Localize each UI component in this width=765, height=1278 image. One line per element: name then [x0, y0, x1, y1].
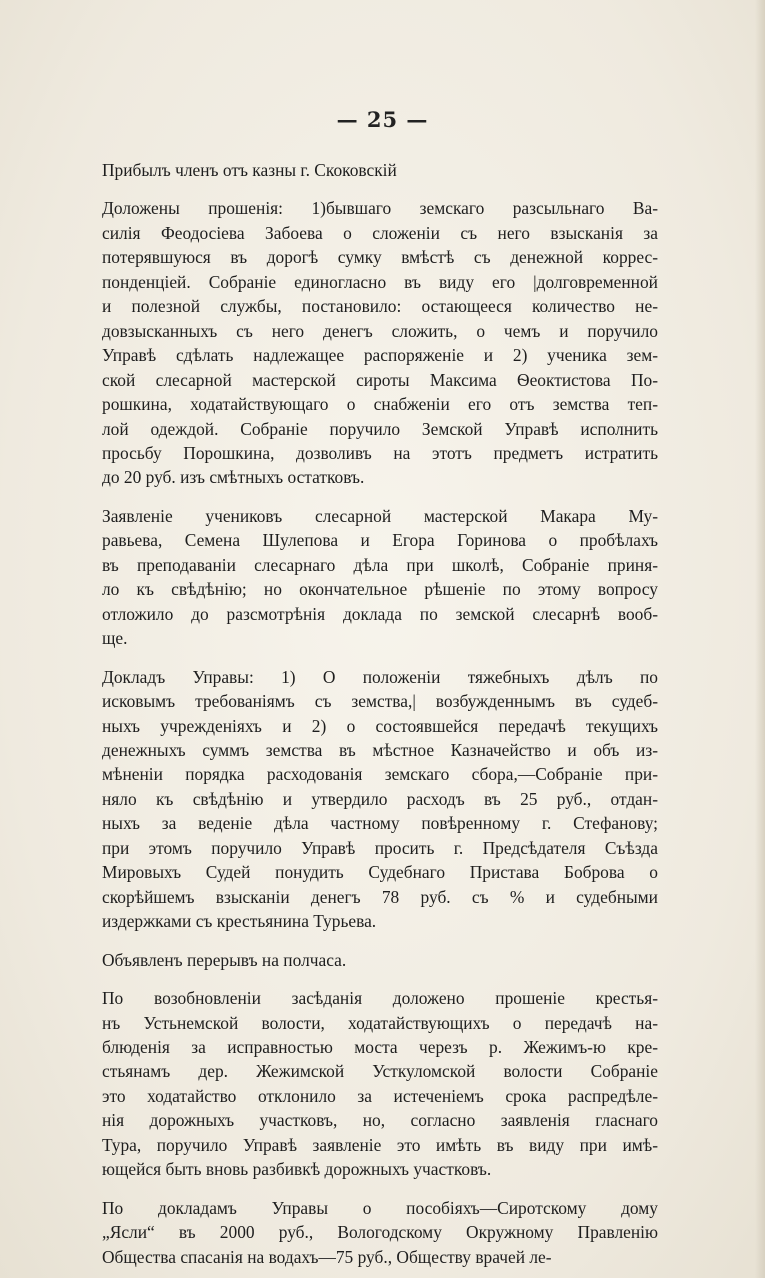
paragraph-gap: [102, 651, 658, 665]
paragraph-gap: [102, 934, 658, 948]
paragraph-gap: [102, 490, 658, 504]
paragraph-gap: [102, 972, 658, 986]
text-line: нъ Устьнемской волости, ходатайствующихъ о передачѣ на-: [102, 1012, 658, 1033]
text-line: равьева, Семена Шулепова и Егора Горинова о пробѣлахъ: [102, 530, 658, 551]
paragraph-gap: [102, 1182, 658, 1196]
text-line: это ходатайство отклонило за истеченіемъ срока распредѣле-: [102, 1085, 658, 1106]
paragraph-gap: [102, 182, 658, 196]
text-line: ще.: [102, 628, 128, 649]
document-body: [102, 158, 658, 1269]
text-line: ющейся быть вновь разбивкѣ дорожныхъ участковъ.: [102, 1159, 492, 1180]
text-line: просьбу Порошкина, дозволивъ на этотъ предметъ истратить: [102, 442, 658, 463]
text-line: По возобновленіи засѣданія доложено прошеніе крестья-: [102, 988, 658, 1009]
text-line: Тура, поручило Управѣ заявленіе это имѣть въ виду при имѣ-: [102, 1134, 658, 1155]
paragraph: [102, 1196, 658, 1269]
text-line: Мировыхъ Судей понудить Судебнаго Пристава Боброва о: [102, 862, 658, 883]
text-line: Заявленіе учениковъ слесарной мастерской Макара Му-: [102, 505, 658, 526]
text-line: стьянамъ дер. Жежимской Усткуломской волости Собраніе: [102, 1061, 658, 1082]
paragraph: [102, 196, 658, 489]
text-line: и полезной службы, постановило: остающееся количество не-: [102, 296, 658, 317]
text-line: лой одеждой. Собраніе поручило Земской Управѣ исполнить: [102, 418, 658, 439]
text-line: Общества спасанія на водахъ—75 руб., Обществу врачей ле-: [102, 1246, 552, 1267]
text-line: издержками съ крестьянина Турьева.: [102, 911, 377, 932]
text-line: мѣненіи порядка расходованія земскаго сбора,—Собраніе при-: [102, 764, 658, 785]
text-line: Управѣ сдѣлать надлежащее распоряженіе и 2) ученика зем-: [102, 345, 658, 366]
text-line: „Ясли“ въ 2000 руб., Вологодскому Окружному Правленію: [102, 1222, 658, 1243]
text-line: исковымъ требованіямъ съ земства,| возбужденнымъ въ судеб-: [102, 691, 658, 712]
text-line: до 20 руб. изъ смѣтныхъ остатковъ.: [102, 467, 365, 488]
text-line: няло къ свѣдѣнію и утвердило расходъ въ 25 руб., отдан-: [102, 788, 658, 809]
text-line: при этомъ поручило Управѣ просить г. Предсѣдателя Съѣзда: [102, 837, 658, 858]
paragraph: [102, 986, 658, 1182]
text-line: ской слесарной мастерской сироты Максима Ѳеоктистова По-: [102, 369, 658, 390]
text-line: рошкина, ходатайствующаго о снабженіи его отъ земства теп-: [102, 394, 658, 415]
page-number: — 25 —: [336, 107, 429, 132]
text-line: блюденія за исправностью моста черезъ р. Жежимъ-ю кре-: [102, 1036, 658, 1057]
text-line: потерявшуюся въ дорогѣ сумку вмѣстѣ съ денежной коррес-: [102, 247, 658, 268]
text-line: понденціей. Собраніе единогласно въ виду его |долговременной: [102, 271, 658, 292]
text-line: Объявленъ перерывъ на полчаса.: [102, 949, 347, 970]
paragraph: [102, 665, 658, 934]
paragraph: [102, 158, 658, 182]
text-line: въ преподаваніи слесарнаго дѣла при школѣ, Собраніе приня-: [102, 554, 658, 575]
text-line: Доложены прошенія: 1)бывшаго земскаго разсыльнаго Ва-: [102, 198, 658, 219]
text-line: нія дорожныхъ участковъ, но, согласно заявленія гласнаго: [102, 1110, 658, 1131]
text-line: скорѣйшемъ взысканіи денегъ 78 руб. съ % и судебными: [102, 886, 658, 907]
text-line: ныхъ за веденіе дѣла частному повѣренному г. Стефанову;: [102, 813, 658, 834]
text-line: Прибылъ членъ отъ казны г. Скоковскій: [102, 160, 397, 180]
text-line: По докладамъ Управы о пособіяхъ—Сиротскому дому: [102, 1197, 658, 1218]
text-line: Докладъ Управы: 1) О положеніи тяжебныхъ дѣлъ по: [102, 666, 658, 687]
text-line: силія Феодосіева Забоева о сложеніи съ него взысканія за: [102, 222, 658, 243]
text-line: ло къ свѣдѣнію; но окончательное рѣшеніе по этому вопросу: [102, 579, 658, 600]
text-line: денежныхъ суммъ земства въ мѣстное Казначейство и объ из-: [102, 739, 658, 760]
text-line: довзысканныхъ съ него денегъ сложить, о чемъ и поручило: [102, 320, 658, 341]
text-line: ныхъ учрежденіяхъ и 2) о состоявшейся передачѣ текущихъ: [102, 715, 658, 736]
text-line: отложило до разсмотрѣнія доклада по земской слесарнѣ вооб-: [102, 603, 658, 624]
paragraph: [102, 504, 658, 651]
paragraph: [102, 948, 658, 972]
